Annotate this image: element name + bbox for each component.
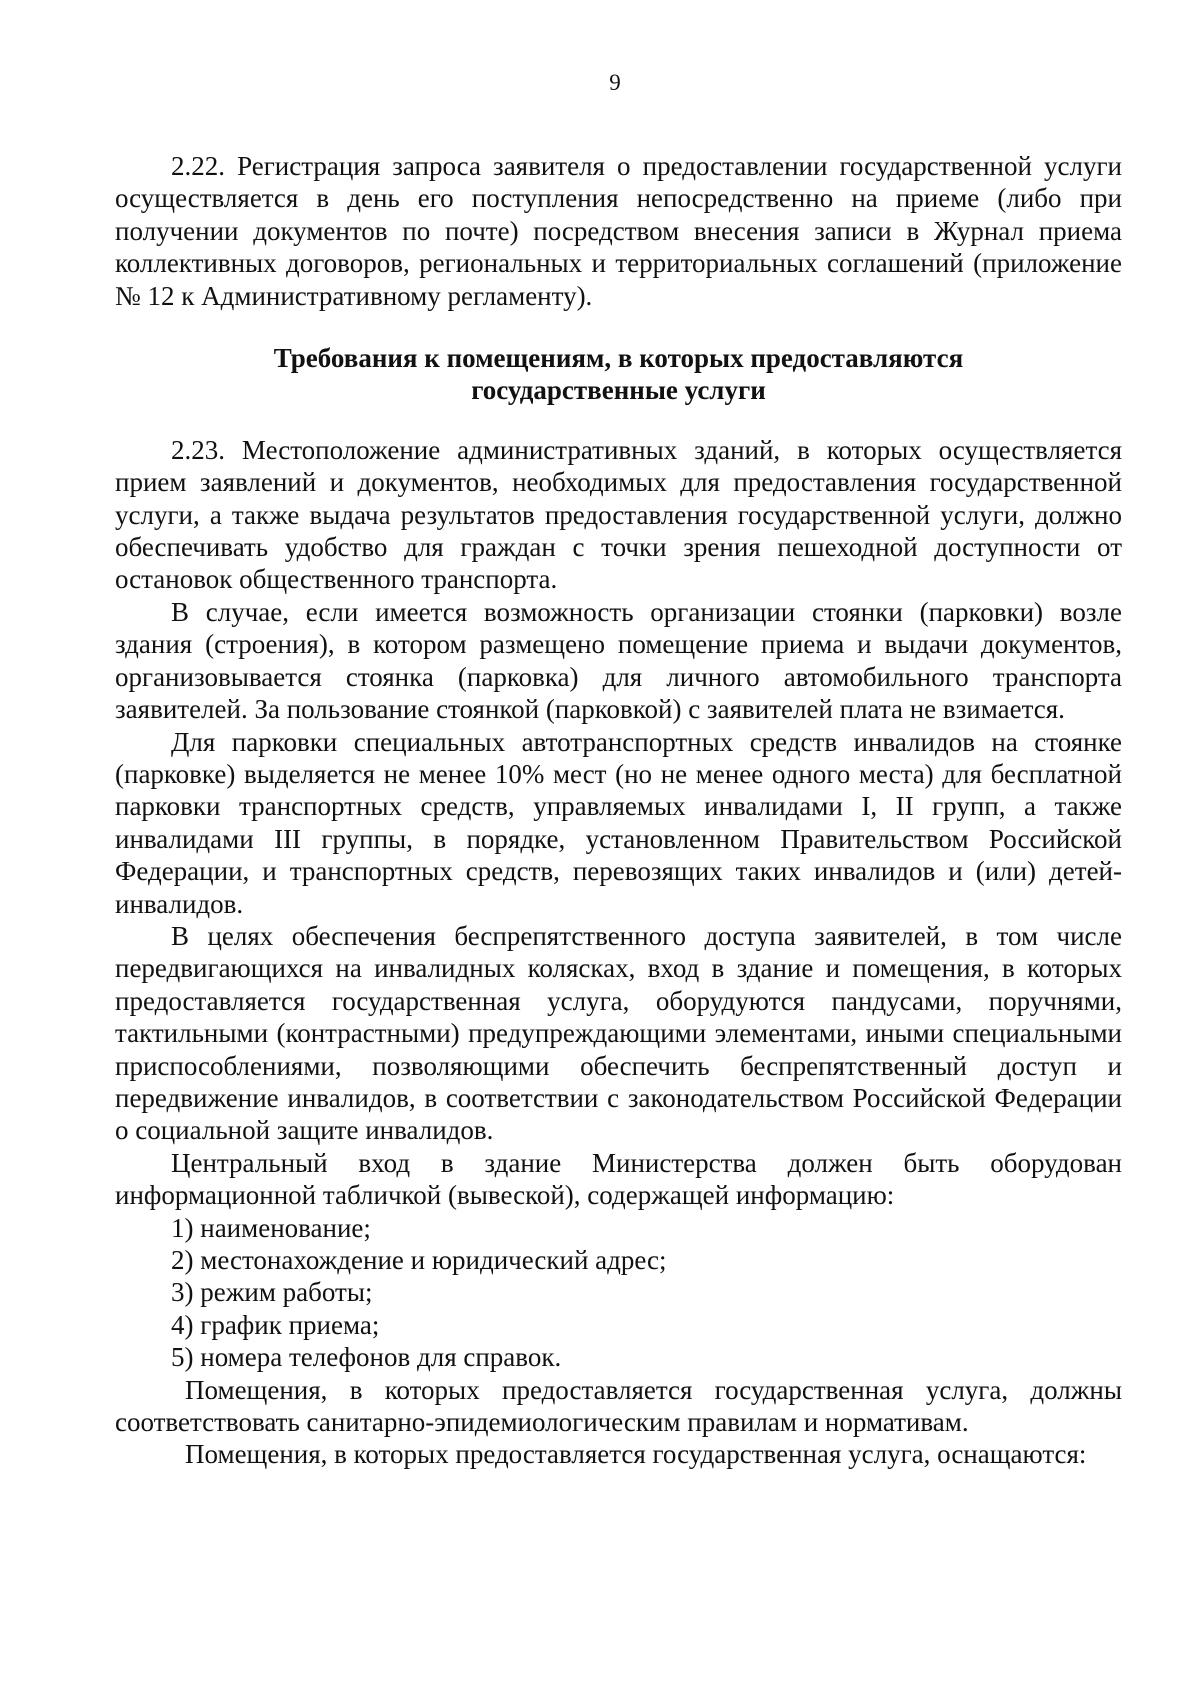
paragraph-2-23: 2.23. Местоположение административных зданий, в которых осуществляется прием заявлений и документов, необходимых для предоставления государственной услуги, а также выдача результатов предоставления государственной услуги, должно обеспечивать удобство для граждан с точки зрения пешеходной доступности от остановок общественного транспорта. [115,434,1122,595]
paragraph-accessibility: В целях обеспечения беспрепятственного доступа заявителей, в том числе передвигающихся на инвалидных колясках, вход в здание и помещения, в которых предоставляется государственная услуга, оборудуются пандусами, поручнями, тактильными (контрастными) предупреждающими элементами, иными специальными приспособлениями, позволяющими обеспечить беспрепятственный доступ и передвижение инвалидов, в соответствии с законодательством Российской Федерации о социальной защите инвалидов. [115,920,1122,1146]
section-heading [115,342,1122,407]
paragraph-equipment: Помещения, в которых предоставляется государственная услуга, оснащаются: [185,1439,1087,1470]
paragraph-disabled-parking: Для парковки специальных автотранспортных средств инвалидов на стоянке (парковке) выделяется не менее 10% мест (но не менее одного места) для бесплатной парковки транспортных средств, управляемых инвалидами I, II групп, а также инвалидами III группы, в порядке, установленном Правительством Российской Федерации, и транспортных средств, перевозящих таких инвалидов и (или) детей-инвалидов. [115,726,1122,919]
list-item: 3) режим работы; [171,1277,373,1308]
list-item: 5) номера телефонов для справок. [171,1342,562,1373]
document-body [115,150,1122,1471]
list-item: 2) местонахождение и юридический адрес; [171,1245,667,1275]
list-item: 4) график приема; [171,1309,380,1340]
paragraph-2-22: 2.22. Регистрация запроса заявителя о предоставлении государственной услуги осуществляется в день его поступления непосредственно на приеме (либо при получении документов по почте) посредством внесения записи в Журнал приема коллективных договоров, региональных и территориальных соглашений (приложение № 12 к Административному регламенту). [115,151,1122,311]
paragraph-central-entrance: Центральный вход в здание Министерства должен быть оборудован информационной табличкой (вывеской), содержащей информацию: [115,1147,1122,1211]
paragraph-sanitary: Помещения, в которых предоставляется государственная услуга, должны соответствовать санитарно-эпидемиологическим правилам и нормативам. [115,1374,1122,1438]
paragraph-parking: В случае, если имеется возможность организации стоянки (парковки) возле здания (строения), в котором размещено помещение приема и выдачи документов, организовывается стоянка (парковка) для личного автомобильного транспорта заявителей. За пользование стоянкой (парковкой) с заявителей плата не взимается. [115,596,1122,725]
section-heading-line-2: государственные услуги [471,375,766,406]
list-item: 1) наименование; [171,1212,371,1243]
section-heading-line-1: Требования к помещениям, в которых предоставляются [273,343,964,374]
page-number: 9 [609,70,621,95]
